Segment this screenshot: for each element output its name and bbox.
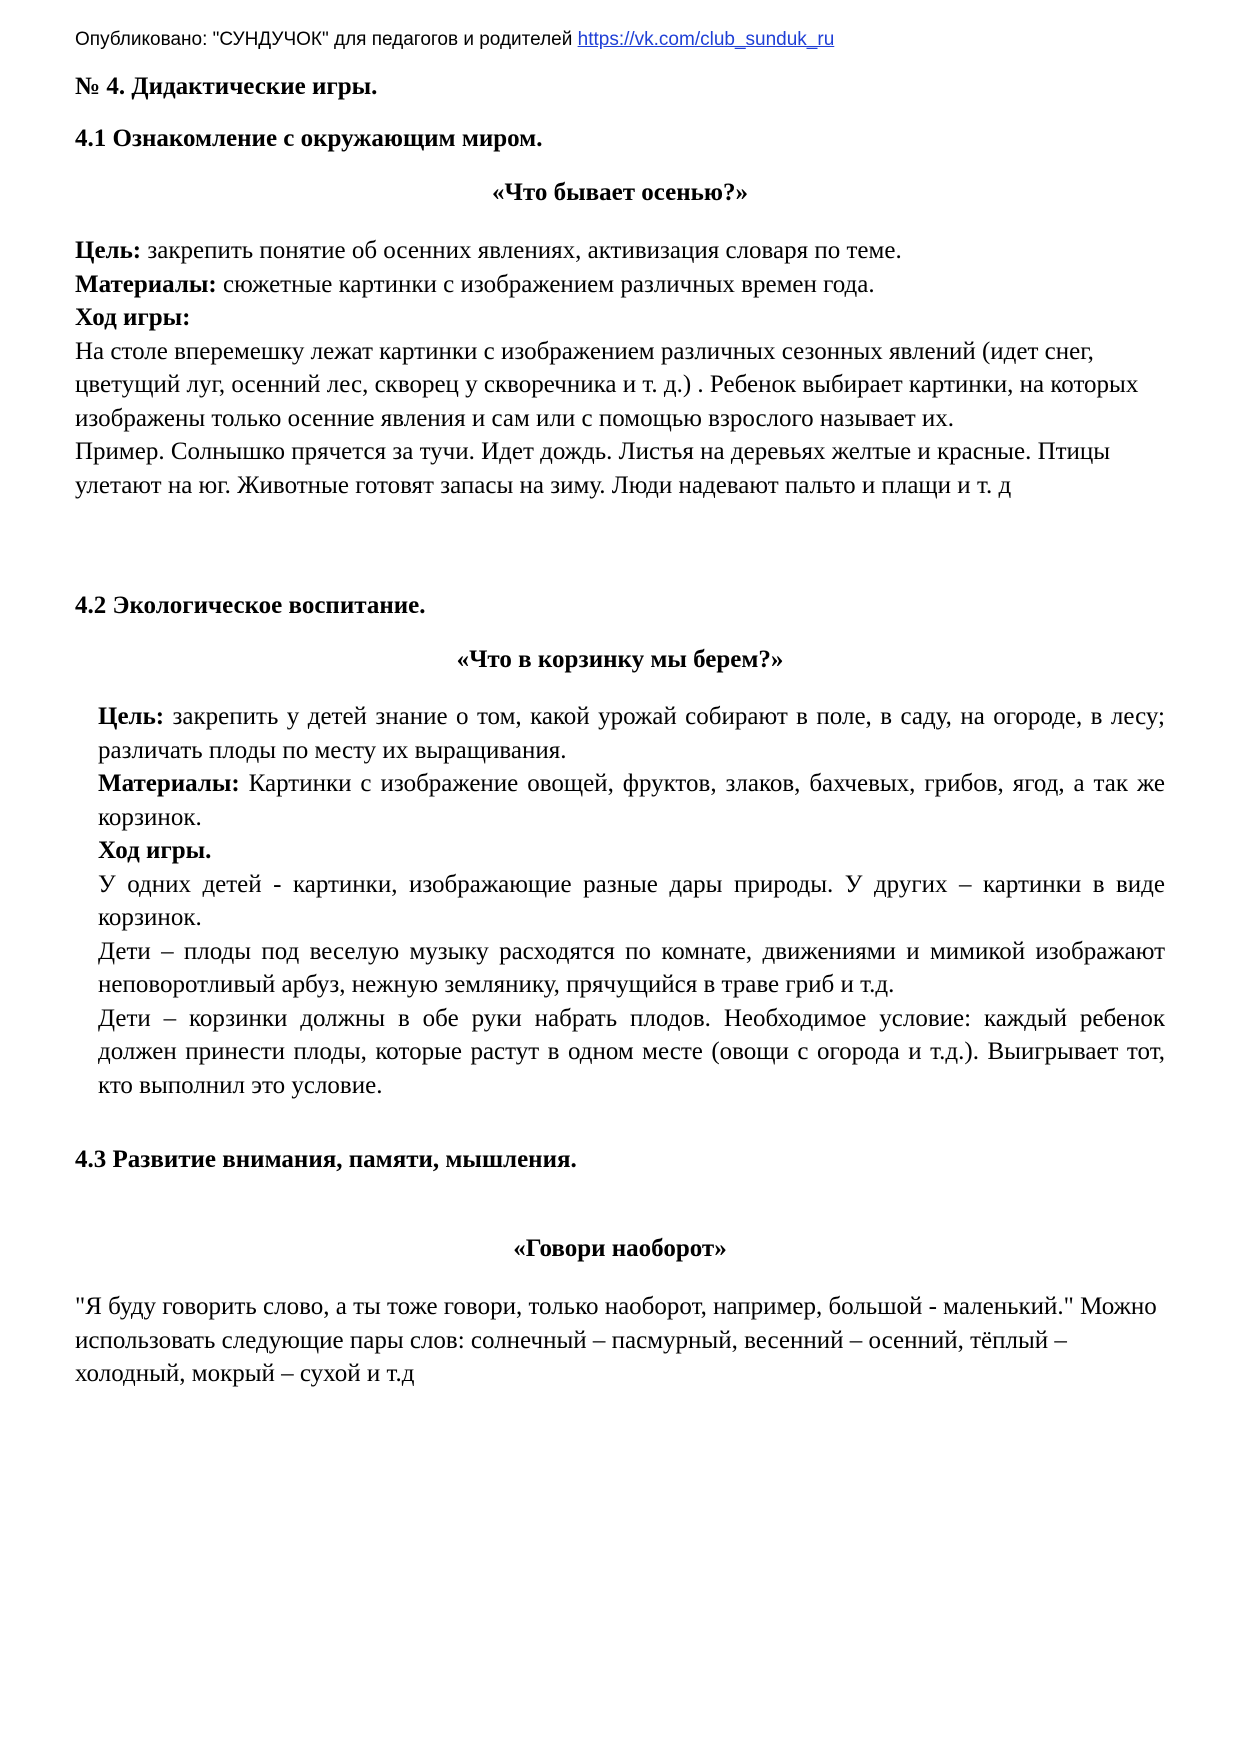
section-4-2-body bbox=[75, 700, 1165, 1102]
section-4-1-body bbox=[75, 234, 1165, 502]
section-heading-4-1: 4.1 Ознакомление с окружающим миром. bbox=[75, 125, 543, 152]
materials-text: Картинки с изображение овощей, фруктов, злаков, бахчевых, грибов, ягод, а так же корзинок. bbox=[98, 770, 1165, 831]
body-paragraph: Дети – корзинки должны в обе руки набрать плодов. Необходимое условие: каждый ребенок должен принести плоды, которые растут в одном месте (овощи с огорода и т.д.). Выигрывает тот, кто выполнил это условие. bbox=[98, 1004, 1165, 1099]
body-paragraph: У одних детей - картинки, изображающие разные дары природы. У других – картинки в виде корзинок. bbox=[98, 870, 1165, 931]
game-title-autumn: «Что бывает осенью?» bbox=[492, 179, 748, 206]
materials-line bbox=[75, 767, 1165, 834]
game-title-opposite: «Говори наоборот» bbox=[513, 1235, 727, 1262]
section-heading-4-3: 4.3 Развитие внимания, памяти, мышления. bbox=[75, 1146, 577, 1173]
published-text: Опубликовано: "СУНДУЧОК" для педагогов и родителей bbox=[75, 29, 578, 50]
vk-club-link[interactable]: https://vk.com/club_sunduk_ru bbox=[577, 29, 835, 50]
game-description-paragraph: На столе вперемешку лежат картинки с изображением различных сезонных явлений (идет снег, цветущий луг, осенний лес, скворец у скворечника и т. д.) . Ребенок выбирает картинки, на которых изображены только осенние явления и сам или с помощью взрослого называет их. bbox=[75, 337, 1139, 432]
goal-label: Цель: bbox=[75, 237, 142, 264]
body-paragraph: Дети – плоды под веселую музыку расходятся по комнате, движениями и мимикой изображают неповоротливый арбуз, нежную землянику, прячущийся в траве гриб и т.д. bbox=[98, 937, 1165, 998]
game-progress-label: Ход игры. bbox=[98, 837, 212, 864]
document-title: № 4. Дидактические игры. bbox=[75, 73, 378, 100]
materials-text: сюжетные картинки с изображением различных времен года. bbox=[216, 270, 875, 298]
goal-line bbox=[75, 700, 1165, 767]
goal-text: закрепить у детей знание о том, какой урожай собирают в поле, в саду, на огороде, в лесу; различать плоды по месту их выращивания. bbox=[98, 703, 1165, 764]
game-title-basket: «Что в корзинку мы берем?» bbox=[456, 646, 784, 673]
example-paragraph: Пример. Солнышко прячется за тучи. Идет дождь. Листья на деревьях желтые и красные. Птицы улетают на юг. Животные готовят запасы на зиму. Люди надевают пальто и плащи и т. д bbox=[75, 438, 1111, 499]
materials-label: Материалы: bbox=[98, 770, 240, 797]
section-heading-4-2: 4.2 Экологическое воспитание. bbox=[75, 592, 426, 619]
materials-line bbox=[75, 268, 1165, 302]
goal-label: Цель: bbox=[98, 703, 165, 730]
goal-text: закрепить понятие об осенних явлениях, активизация словаря по теме. bbox=[141, 237, 902, 264]
goal-line bbox=[75, 234, 1165, 268]
materials-label: Материалы: bbox=[75, 270, 217, 298]
body-paragraph: "Я буду говорить слово, а ты тоже говори, только наоборот, например, большой - маленький." Можно использовать следующие пары слов: солнечный – пасмурный, весенний – осенний, тёплый – холодный, мокрый – сухой и т.д bbox=[75, 1293, 1157, 1387]
published-header bbox=[75, 28, 834, 52]
game-progress-label: Ход игры: bbox=[75, 304, 191, 331]
section-4-3-body bbox=[75, 1290, 1165, 1391]
